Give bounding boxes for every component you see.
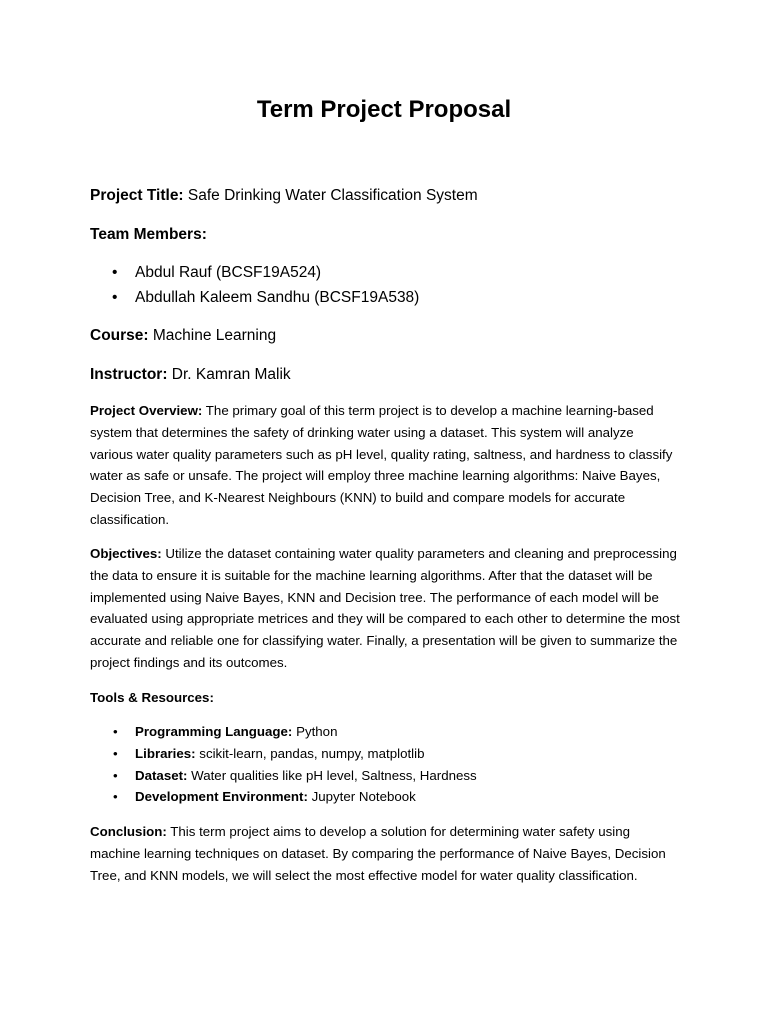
tools-item-label: Dataset: <box>135 767 188 783</box>
course-line <box>90 326 276 346</box>
tools-heading <box>90 687 680 709</box>
objectives-label: Objectives: <box>90 546 162 561</box>
bullet-icon: • <box>113 789 118 805</box>
objectives-paragraph <box>90 543 680 674</box>
overview-text: The primary goal of this term project is to develop a machine learning-based system that determines the safety of drinking water using a dataset. This system will analyze various water quality parameters such as pH level, quality rating, saltness, and hardness to classify water as safe or unsafe. The project will employ three machine learning algorithms: Naive Bayes, Decision Tree, and K-Nearest Neighbours (KNN) to build and compare models for accurate classification. <box>90 403 673 527</box>
course-value: Machine Learning <box>148 327 277 344</box>
team-member-item <box>90 260 419 285</box>
tools-item-label: Libraries: <box>135 745 196 761</box>
tools-item-value: Jupyter Notebook <box>307 789 416 805</box>
tools-label: Tools & Resources: <box>90 690 214 705</box>
team-members-label: Team Members: <box>90 226 207 243</box>
instructor-value: Dr. Kamran Malik <box>167 366 291 383</box>
tools-item <box>90 786 477 808</box>
team-member-name: Abdul Rauf (BCSF19A524) <box>135 264 322 281</box>
bullet-icon: • <box>112 264 118 281</box>
instructor-line <box>90 365 291 385</box>
overview-label: Project Overview: <box>90 403 203 418</box>
objectives-text: Utilize the dataset containing water quality parameters and cleaning and preprocessing the data to ensure it is suitable for the machine learning algorithms. After that the dataset will be implemented using Naive Bayes, KNN and Decision tree. The performance of each model will be evaluated using appropriate metrices and they will be compared to each other to determine the most accurate and reliable one for classifying water. Finally, a presentation will be given to summarize the project findings and its outcomes. <box>90 546 680 670</box>
project-title-label: Project Title: <box>90 187 184 204</box>
team-member-item <box>90 285 419 310</box>
team-members-list <box>90 260 419 310</box>
tools-item-value: Python <box>292 724 338 739</box>
tools-item-value: Water qualities like pH level, Saltness, Hardness <box>187 767 477 783</box>
tools-item-value: scikit-learn, pandas, numpy, matplotlib <box>195 745 425 761</box>
team-member-name: Abdullah Kaleem Sandhu (BCSF19A538) <box>135 289 420 306</box>
tools-item-label: Programming Language: <box>135 724 293 739</box>
bullet-icon: • <box>113 745 118 761</box>
tools-item-label: Development Environment: <box>135 789 308 805</box>
tools-list <box>90 721 477 808</box>
tools-item <box>90 721 477 743</box>
bullet-icon: • <box>113 767 118 783</box>
tools-item <box>90 743 477 765</box>
conclusion-text: This term project aims to develop a solution for determining water safety using machine learning techniques on dataset. By comparing the performance of Naive Bayes, Decision Tree, and KNN models, we will select the most effective model for water quality classification. <box>90 824 666 883</box>
bullet-icon: • <box>112 289 118 306</box>
team-members-heading <box>90 225 207 245</box>
conclusion-label: Conclusion: <box>90 824 167 839</box>
course-label: Course: <box>90 327 149 344</box>
overview-paragraph <box>90 400 680 531</box>
tools-item <box>90 765 477 787</box>
bullet-icon: • <box>113 724 118 739</box>
project-title-value: Safe Drinking Water Classification System <box>183 187 478 204</box>
document-title: Term Project Proposal <box>256 96 512 123</box>
instructor-label: Instructor: <box>90 366 168 383</box>
project-title-line <box>90 186 478 206</box>
conclusion-paragraph <box>90 821 680 886</box>
